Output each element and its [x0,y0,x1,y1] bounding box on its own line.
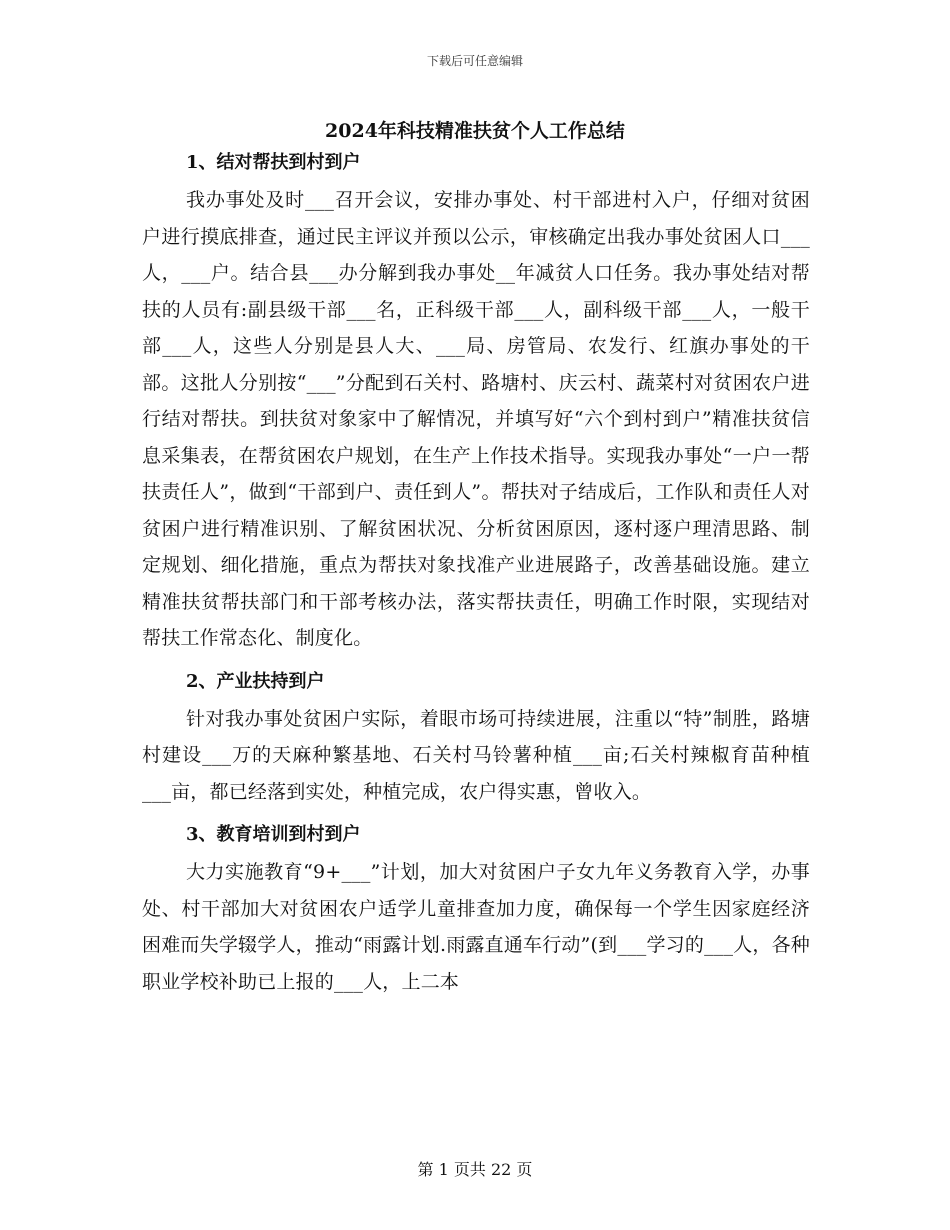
document-title: 2024年科技精准扶贫个人工作总结 [325,120,625,142]
document-body [142,148,810,1002]
section-paragraph-1: 我办事处及时___召开会议，安排办事处、村干部进村入户，仔细对贫困户进行摸底排查，通过民主评议并预以公示，审核确定出我办事处贫困人口___人，___户。结合县___办分解到我办事处__年减贫人口任务。我办事处结对帮扶的人员有:副县级干部___名，正科级干部___人，副科级干部___人，一般干部___人，这些人分别是县人大、___局、房管局、农发行、红旗办事处的干部。这批人分别按“___”分配到石关村、路塘村、庆云村、蔬菜村对贫困农户进行结对帮扶。到扶贫对象家中了解情况，并填写好“六个到村到户”精准扶贫信息采集表，在帮贫困农户规划，在生产上作技术指导。实现我办事处“一户一帮扶责任人”，做到“干部到户、责任到人”。帮扶对子结成后，工作队和责任人对贫困户进行精准识别、了解贫困状况、分析贫困原因，逐村逐户理清思路、制定规划、细化措施，重点为帮扶对象找准产业进展路子，改善基础设施。建立精准扶贫帮扶部门和干部考核办法，落实帮扶责任，明确工作时限，实现结对帮扶工作常态化、制度化。 [142,189,810,649]
section-paragraph-2: 针对我办事处贫困户实际，着眼市场可持续进展，注重以“特”制胜，路塘村建设___万的天麻种繁基地、石关村马铃薯种植___亩;石关村辣椒育苗种植___亩，都已经落到实处，种植完成，农户得实惠，曾收入。 [142,707,810,803]
section-heading-1: 1、结对帮扶到村到户 [186,152,361,173]
section-heading-3: 3、教育培训到村到户 [186,824,361,845]
header-note: 下载后可任意编辑 [426,54,523,68]
section-heading-2: 2、产业扶持到户 [186,670,325,692]
page-footer: 第 1 页共 22 页 [417,1160,533,1179]
section-paragraph-3: 大力实施教育“9+___”计划，加大对贫困户子女九年义务教育入学，办事处、村干部加大对贫困农户适学儿童排查加力度，确保每一个学生因家庭经济困难而失学辍学人，推动“雨露计划.雨露直通车行动”(到___学习的___人，各种职业学校补助已上报的___人，上二本 [142,861,810,993]
